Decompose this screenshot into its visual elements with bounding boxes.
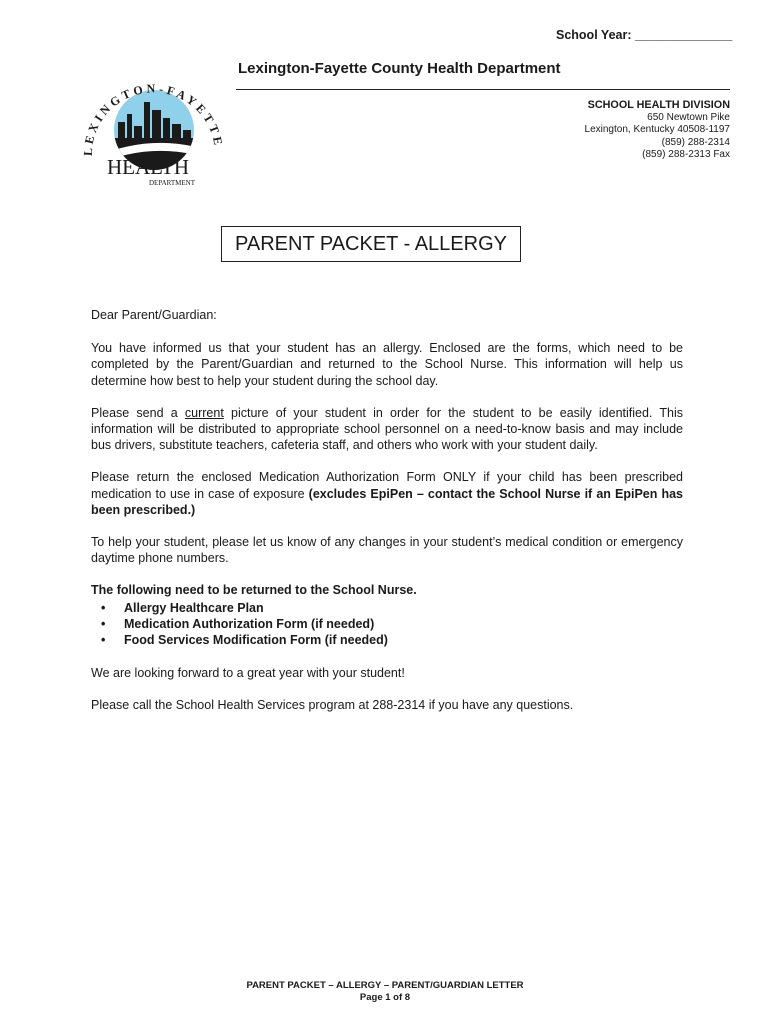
school-year-label: School Year: ______________ <box>556 28 733 42</box>
returns-item-label: Allergy Healthcare Plan <box>124 600 264 615</box>
fax-number: (859) 288-2313 Fax <box>642 149 730 161</box>
list-item <box>91 600 683 616</box>
page-number: Page 1 of 8 <box>359 992 411 1003</box>
list-item <box>91 616 683 632</box>
bullet-glyph: • <box>101 600 106 615</box>
document-title: PARENT PACKET - ALLERGY <box>221 226 521 262</box>
division-name: SCHOOL HEALTH DIVISION <box>587 99 730 111</box>
picture-text-end: picture of your student in order for the student to be easily identified. This information will be distributed to appropriate school personnel on a need-to-know basis and may include bus drivers, substitute teachers, cafeteria staff, and others who work with your student daily. <box>91 405 684 453</box>
street-address: 650 Newtown Pike <box>647 111 730 123</box>
returns-list <box>91 600 683 649</box>
letter-contact: Please call the School Health Services program at 288-2314 if you have any questions. <box>91 698 574 713</box>
header-divider <box>236 89 730 90</box>
city-state-zip: Lexington, Kentucky 40508-1197 <box>584 124 730 136</box>
letter-closing: We are looking forward to a great year with your student! <box>91 666 405 681</box>
logo-department-word: DEPARTMENT <box>149 179 195 187</box>
letter-paragraph-changes: To help your student, please let us know of any changes in your student’s medical condition or emergency daytime phone numbers. <box>91 535 683 566</box>
phone-number: (859) 288-2314 <box>661 136 730 148</box>
bullet-glyph: • <box>101 616 106 631</box>
letter-paragraph-forms: You have informed us that your student has an allergy. Enclosed are the forms, which need to be completed by the Parent/Guardian and returned to the School Nurse. This information will help us determine how best to help your student during the school day. <box>91 341 683 388</box>
letter-body <box>91 307 683 730</box>
letter-greeting: Dear Parent/Guardian: <box>91 308 217 322</box>
letter-paragraph-medication <box>91 469 683 518</box>
bullet-glyph: • <box>101 633 106 648</box>
epipen-note: (excludes EpiPen – contact the School Nurse if an EpiPen has been prescribed.) <box>91 486 683 517</box>
returns-item-label: Food Services Modification Form (if needed) <box>124 633 388 648</box>
logo-arc-text: LEXINGTON-FAYETTE <box>80 81 226 157</box>
department-name: Lexington-Fayette County Health Department <box>238 60 561 77</box>
page-footer <box>0 980 770 1004</box>
medication-text: Please return the enclosed Medication Authorization Form ONLY if your child has been prescribed medication to use in case of exposure <box>91 470 683 501</box>
letter-paragraph-picture <box>91 405 683 454</box>
logo-graphic <box>70 56 236 192</box>
picture-text-start: Please send a <box>91 405 185 420</box>
picture-text-underlined: current <box>184 405 224 420</box>
footer-title: PARENT PACKET – ALLERGY – PARENT/GUARDIAN LETTER <box>246 980 524 991</box>
returns-item-label: Medication Authorization Form (if needed) <box>124 616 375 631</box>
health-department-logo <box>70 56 236 192</box>
address-block <box>585 99 730 162</box>
logo-health-word: HEALTH <box>106 155 190 179</box>
list-item <box>91 632 683 648</box>
returns-heading: The following need to be returned to the School Nurse. <box>91 583 417 598</box>
